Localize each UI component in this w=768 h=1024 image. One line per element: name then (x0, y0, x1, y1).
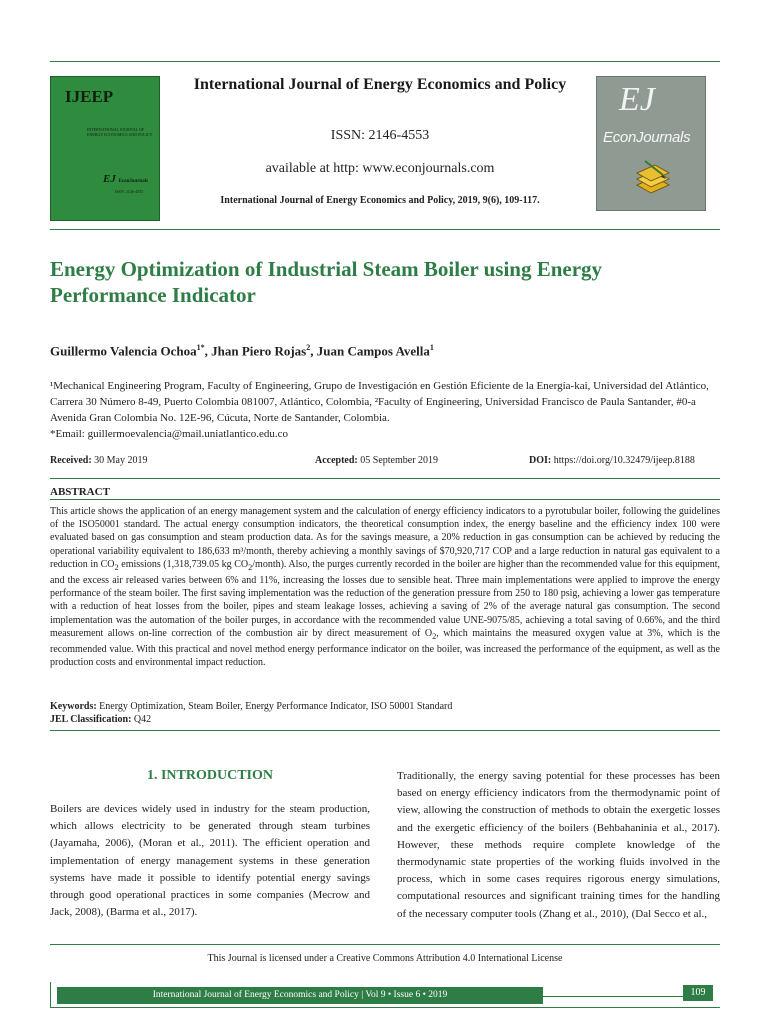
issn: ISSN: 2146-4553 (330, 128, 430, 143)
cover-issn: ISSN: 2146-4553 (115, 189, 144, 194)
footer-line (543, 996, 683, 997)
keywords-rule (50, 730, 720, 731)
journal-cover-image (50, 76, 160, 221)
cover-logo: IJEEP (65, 87, 114, 106)
affiliations: ¹Mechanical Engineering Program, Faculty of Engineering, Grupo de Investigación en Gestión Eficiente de la Energía-kai, Universidad del Atlántico, Carrera 30 Número 8-49, Puerto Colombia 081007, Atlántico, Colombia, ²Faculty of Engineering, Universidad Francisco de Paula Santander, #0-a Avenida Gran Colombia No. 12E-96, Cúcuta, Norte de Santander, Colombia. *Email: guillermoevalencia@mail.uniatlantico.edu.co (50, 378, 720, 442)
abstract-body: This article shows the application of an energy management system and the calculation of energy efficiency indicators to a pyrotubular boiler, following the guidelines of the ISO50001 standard. The actual energy consumption indicators, the theoretical consumption index, the energy baseline and the efficiency index 100 were evaluated based on gas consumption and steam production data. As for the savings measure, a 20% reduction in gas consumption can be achieved by reducing the operational variability equivalent to 186,633 m³/month, thereby achieving a monthly savings of $70,920,717 COP and a large reduction in natural gas equivalent to a reduction in $CO_2$ emissions (1,318,739.05 kg $CO_2/month$). Also, the purges currently recorded in the boiler are higher than the recommended value for this equipment, and the excess air released varies between 6% and 11%, increasing the losses due to sensible heat. Three main implementations were applied to improve the energy performance of the steam boiler. The first saving implementation was the reduction of the generation pressure from 250 to 180 psig, achieving a lower gas temperature with a reduction of heat losses from the boiler, pipes and steam leakage losses, achieving a saving of 2% of the average natural gas consumption. The second implementation was the automation of the boiler purges, in accordance with the recommended value UNE-9075/85, achieving a total saving of 0.66%, and the third measurement allows on-line correction of the combustion air by direct measurement of $O_2$, which maintains the measured oxygen value at 3%, which is the recommended value. With this practical and novel method energy performance indicator on the boiler, was increased the performance of the equipment, as well as the production costs and environmental impact reduction. (50, 506, 721, 669)
books-icon (635, 157, 671, 197)
received-date: Received: 30 May 2019 (50, 455, 148, 466)
author-email[interactable]: *Email: guillermoevalencia@mail.uniatlantico.edu.co (50, 428, 288, 440)
accepted-date: Accepted: 05 September 2019 (315, 455, 439, 466)
section-heading-introduction: 1. INTRODUCTION (146, 768, 273, 783)
footer-rule (50, 944, 720, 945)
jel-classification: JEL Classification: Q42 (50, 714, 152, 725)
abstract-top-rule (50, 478, 720, 479)
page-number: 109 (683, 985, 713, 1001)
cover-lines: INTERNATIONAL JOURNAL OF ENERGY ECONOMICS AND POLICY (87, 127, 153, 137)
header-rule (50, 229, 720, 230)
paper-title: Energy Optimization of Industrial Steam Boiler using Energy Performance Indicator (50, 257, 603, 307)
abstract-head-rule (50, 499, 720, 500)
journal-title: International Journal of Energy Economics and Policy (193, 76, 567, 93)
license-text: This Journal is licensed under a Creative Commons Attribution 4.0 International License (207, 953, 563, 964)
keywords: Keywords: Energy Optimization, Steam Boiler, Energy Performance Indicator, ISO 50001 Standard JEL Classification: Q42 (50, 700, 720, 726)
authors: Guillermo Valencia Ochoa$^{1*}$, Jhan Piero Rojas$^2$, Juan Campos Avella$^1$ (50, 343, 434, 359)
abstract-heading: ABSTRACT (50, 486, 110, 498)
cover-brand: EJ EconJournals (103, 173, 149, 185)
intro-right-column: Traditionally, the energy saving potential for these processes has been based on energy efficiency indicators from the thermodynamic point of view, allowing the construction of methods to obtain the exergetic losses and the exergetic efficiency of the boilers (Behbahaninia et al., 2017). However, these methods require complete knowledge of the thermodynamic state properties of the working fluids involved in the process, which in some cases requires rigorous energy simulations, computational resources and significant training times for the handling of the necessary computer tools (Zhang et al., 2010), (Dal Secco et al., (397, 770, 720, 920)
footer-bar: International Journal of Energy Economics and Policy | Vol 9 • Issue 6 • 2019 (57, 987, 543, 1004)
availability-link[interactable]: available at http: www.econjournals.com (265, 161, 495, 176)
intro-left-column: Boilers are devices widely used in industry for the steam production, which allows electricity to be generated through steam turbines (Jayamaha, 2006), (Moran et al., 2011). The efficient operation and implementation of energy management systems in these generation systems have made it possible to identify potential energy savings through good operational practices in some companies (Mecrow and Jack, 2008), (Barma et al., 2017). (50, 803, 370, 919)
econjournals-logo (596, 76, 706, 211)
econjournals-text: EconJournals (603, 129, 691, 146)
doi-link[interactable]: DOI: https://doi.org/10.32479/ijeep.8188 (529, 455, 695, 466)
citation: International Journal of Energy Economics and Policy, 2019, 9(6), 109-117. (220, 195, 540, 206)
ej-logo-text: EJ (619, 81, 655, 118)
top-rule (50, 61, 720, 62)
